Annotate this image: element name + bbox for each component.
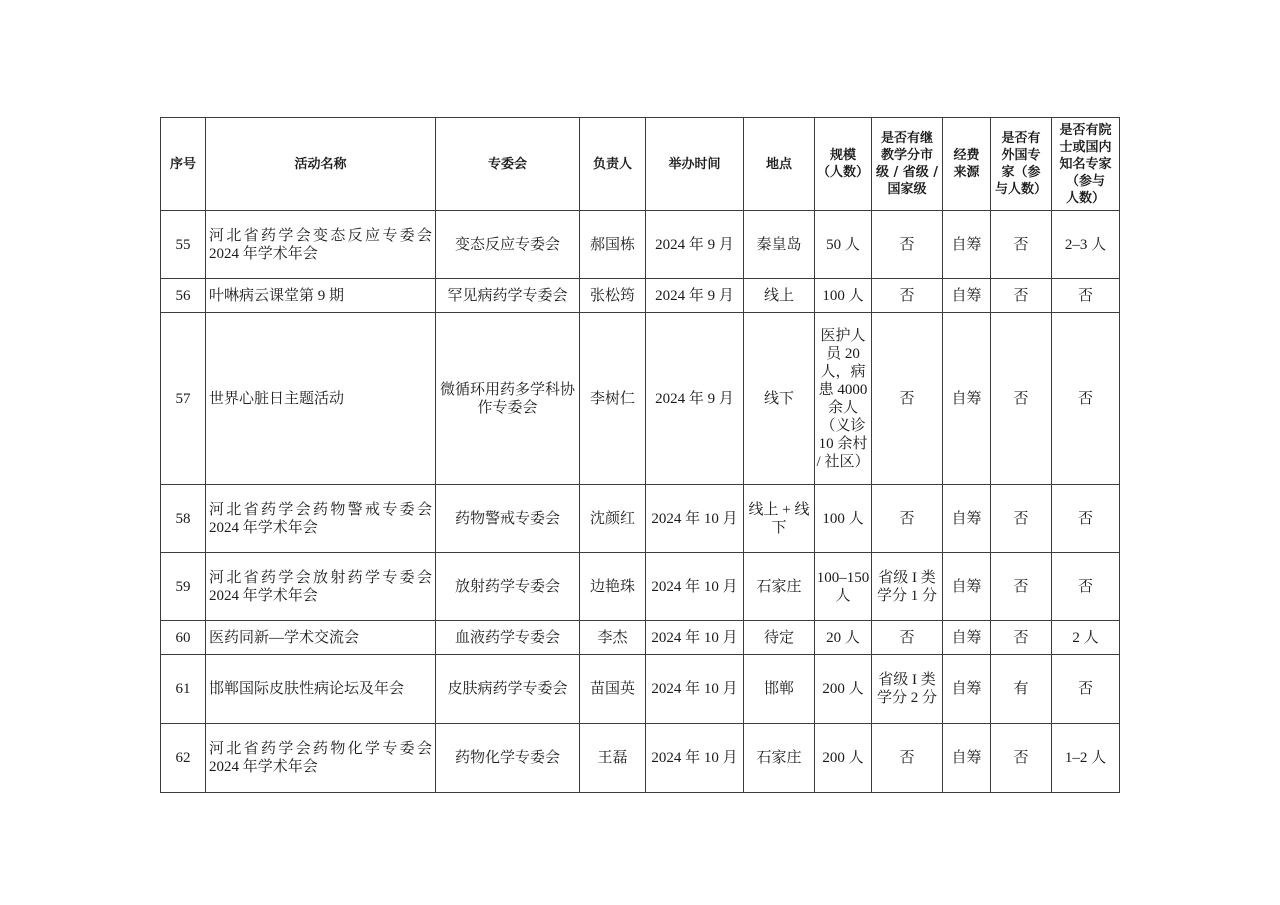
cell-committee: 药物警戒专委会 xyxy=(436,485,580,553)
header-committee: 专委会 xyxy=(436,118,580,211)
cell-foreign-expert: 否 xyxy=(991,313,1052,485)
activity-table xyxy=(160,117,1120,793)
cell-activity-name: 河北省药学会变态反应专委会 2024 年学术年会 xyxy=(206,211,436,279)
table-body xyxy=(161,211,1120,793)
cell-date: 2024 年 9 月 xyxy=(646,313,744,485)
table-row xyxy=(161,553,1120,621)
header-academician-expert: 是否有院 士或国内 知名专家 （参与 人数） xyxy=(1052,118,1120,211)
cell-person-in-charge: 边艳珠 xyxy=(580,553,646,621)
table-row xyxy=(161,211,1120,279)
cell-scale: 100–150 人 xyxy=(815,553,872,621)
table-row xyxy=(161,621,1120,655)
cell-foreign-expert: 否 xyxy=(991,279,1052,313)
cell-serial-number: 61 xyxy=(161,655,206,724)
cell-location: 石家庄 xyxy=(744,553,815,621)
table-row xyxy=(161,485,1120,553)
cell-continuing-education-credit: 否 xyxy=(872,485,943,553)
cell-activity-name: 世界心脏日主题活动 xyxy=(206,313,436,485)
cell-date: 2024 年 9 月 xyxy=(646,211,744,279)
cell-academician-expert: 否 xyxy=(1052,485,1120,553)
cell-scale: 20 人 xyxy=(815,621,872,655)
cell-person-in-charge: 王磊 xyxy=(580,724,646,793)
cell-funding-source: 自筹 xyxy=(943,621,991,655)
cell-activity-name: 叶啉病云课堂第 9 期 xyxy=(206,279,436,313)
cell-location: 石家庄 xyxy=(744,724,815,793)
header-serial-number: 序号 xyxy=(161,118,206,211)
table-row xyxy=(161,313,1120,485)
cell-scale: 医护人员 20 人，病患 4000 余人（义诊 10 余村 / 社区） xyxy=(815,313,872,485)
cell-serial-number: 55 xyxy=(161,211,206,279)
cell-serial-number: 57 xyxy=(161,313,206,485)
header-activity-name: 活动名称 xyxy=(206,118,436,211)
cell-foreign-expert: 否 xyxy=(991,211,1052,279)
cell-foreign-expert: 否 xyxy=(991,485,1052,553)
cell-person-in-charge: 李树仁 xyxy=(580,313,646,485)
cell-committee: 放射药学专委会 xyxy=(436,553,580,621)
cell-academician-expert: 否 xyxy=(1052,313,1120,485)
cell-serial-number: 62 xyxy=(161,724,206,793)
cell-activity-name: 河北省药学会放射药学专委会 2024 年学术年会 xyxy=(206,553,436,621)
cell-academician-expert: 否 xyxy=(1052,553,1120,621)
table-row xyxy=(161,279,1120,313)
cell-scale: 200 人 xyxy=(815,724,872,793)
cell-foreign-expert: 否 xyxy=(991,724,1052,793)
cell-scale: 200 人 xyxy=(815,655,872,724)
cell-academician-expert: 2 人 xyxy=(1052,621,1120,655)
cell-activity-name: 河北省药学会药物警戒专委会 2024 年学术年会 xyxy=(206,485,436,553)
cell-location: 线下 xyxy=(744,313,815,485)
cell-date: 2024 年 9 月 xyxy=(646,279,744,313)
cell-activity-name: 医药同新—学术交流会 xyxy=(206,621,436,655)
cell-committee: 微循环用药多学科协作专委会 xyxy=(436,313,580,485)
cell-date: 2024 年 10 月 xyxy=(646,485,744,553)
header-scale: 规模 （人数） xyxy=(815,118,872,211)
cell-continuing-education-credit: 否 xyxy=(872,621,943,655)
cell-continuing-education-credit: 省级 I 类学分 1 分 xyxy=(872,553,943,621)
header-row xyxy=(161,118,1120,211)
cell-continuing-education-credit: 省级 I 类学分 2 分 xyxy=(872,655,943,724)
cell-location: 待定 xyxy=(744,621,815,655)
cell-date: 2024 年 10 月 xyxy=(646,655,744,724)
cell-person-in-charge: 李杰 xyxy=(580,621,646,655)
cell-foreign-expert: 有 xyxy=(991,655,1052,724)
cell-committee: 罕见病药学专委会 xyxy=(436,279,580,313)
header-foreign-expert: 是否有 外国专 家（参 与人数） xyxy=(991,118,1052,211)
cell-location: 线上 + 线下 xyxy=(744,485,815,553)
cell-serial-number: 56 xyxy=(161,279,206,313)
header-continuing-education-credit: 是否有继 教学分市 级 / 省级 / 国家级 xyxy=(872,118,943,211)
cell-academician-expert: 1–2 人 xyxy=(1052,724,1120,793)
cell-person-in-charge: 沈颜红 xyxy=(580,485,646,553)
cell-academician-expert: 否 xyxy=(1052,279,1120,313)
cell-foreign-expert: 否 xyxy=(991,621,1052,655)
cell-funding-source: 自筹 xyxy=(943,724,991,793)
cell-serial-number: 58 xyxy=(161,485,206,553)
cell-foreign-expert: 否 xyxy=(991,553,1052,621)
cell-location: 线上 xyxy=(744,279,815,313)
cell-funding-source: 自筹 xyxy=(943,211,991,279)
cell-continuing-education-credit: 否 xyxy=(872,313,943,485)
header-date: 举办时间 xyxy=(646,118,744,211)
cell-continuing-education-credit: 否 xyxy=(872,724,943,793)
cell-funding-source: 自筹 xyxy=(943,655,991,724)
cell-committee: 药物化学专委会 xyxy=(436,724,580,793)
cell-date: 2024 年 10 月 xyxy=(646,724,744,793)
cell-academician-expert: 2–3 人 xyxy=(1052,211,1120,279)
table-header xyxy=(161,118,1120,211)
cell-committee: 变态反应专委会 xyxy=(436,211,580,279)
cell-person-in-charge: 张松筠 xyxy=(580,279,646,313)
header-funding-source: 经费 来源 xyxy=(943,118,991,211)
cell-funding-source: 自筹 xyxy=(943,279,991,313)
cell-person-in-charge: 郝国栋 xyxy=(580,211,646,279)
cell-scale: 100 人 xyxy=(815,279,872,313)
header-location: 地点 xyxy=(744,118,815,211)
table-row xyxy=(161,724,1120,793)
cell-scale: 100 人 xyxy=(815,485,872,553)
cell-activity-name: 邯郸国际皮肤性病论坛及年会 xyxy=(206,655,436,724)
cell-date: 2024 年 10 月 xyxy=(646,553,744,621)
cell-continuing-education-credit: 否 xyxy=(872,279,943,313)
cell-location: 秦皇岛 xyxy=(744,211,815,279)
table-row xyxy=(161,655,1120,724)
cell-scale: 50 人 xyxy=(815,211,872,279)
cell-serial-number: 60 xyxy=(161,621,206,655)
cell-location: 邯郸 xyxy=(744,655,815,724)
cell-funding-source: 自筹 xyxy=(943,553,991,621)
cell-activity-name: 河北省药学会药物化学专委会 2024 年学术年会 xyxy=(206,724,436,793)
cell-funding-source: 自筹 xyxy=(943,313,991,485)
cell-serial-number: 59 xyxy=(161,553,206,621)
cell-academician-expert: 否 xyxy=(1052,655,1120,724)
cell-continuing-education-credit: 否 xyxy=(872,211,943,279)
header-person-in-charge: 负责人 xyxy=(580,118,646,211)
cell-funding-source: 自筹 xyxy=(943,485,991,553)
cell-date: 2024 年 10 月 xyxy=(646,621,744,655)
cell-committee: 皮肤病药学专委会 xyxy=(436,655,580,724)
cell-person-in-charge: 苗国英 xyxy=(580,655,646,724)
cell-committee: 血液药学专委会 xyxy=(436,621,580,655)
